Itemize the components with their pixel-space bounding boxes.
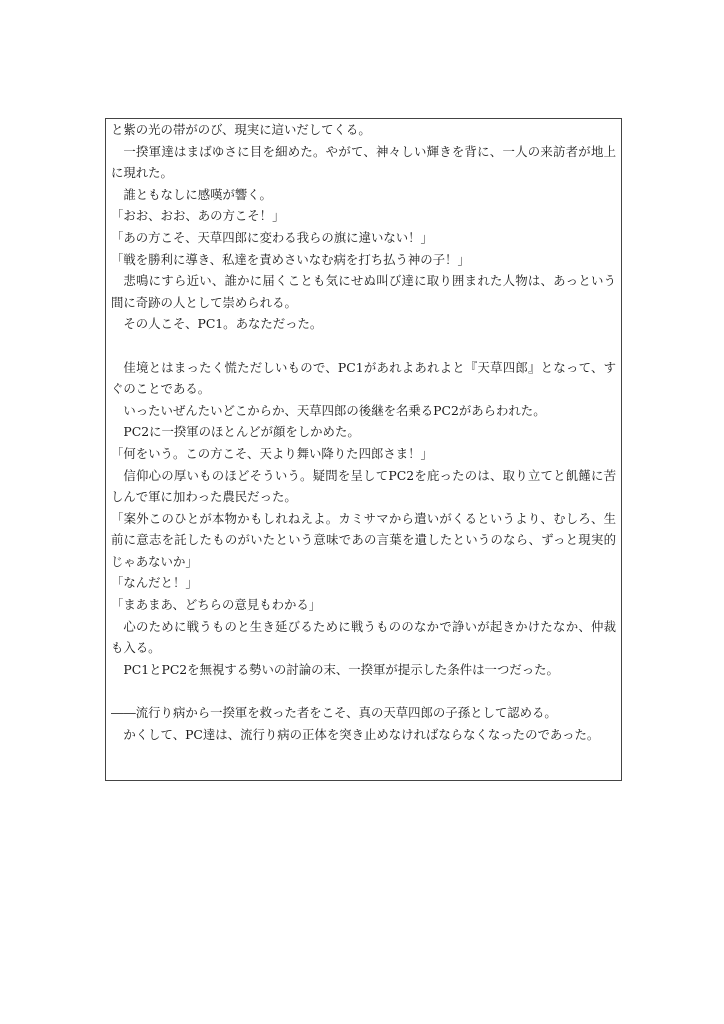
- dialogue-line: 「おお、おお、あの方こそ！」: [111, 208, 285, 224]
- dialogue-line: 「あの方こそ、天草四郎に変わる我らの旗に違いない！」: [111, 229, 433, 245]
- paragraph: PC2に一揆軍のほとんどが顔をしかめた。: [123, 424, 360, 440]
- paragraph: 一揆軍達はまばゆさに目を細めた。やがて、神々しい輝きを背に、一人の来訪者が地上に現れた。: [111, 143, 616, 181]
- dialogue-line: 「なんだと！」: [111, 575, 198, 591]
- paragraph: その人こそ、PC1。あなただった。: [123, 316, 323, 332]
- dialogue-line: 「戦を勝利に導き、私達を責めさいなむ病を打ち払う神の子！」: [111, 251, 470, 267]
- paragraph: PC1とPC2を無視する勢いの討論の末、一揆軍が提示した条件は一つだった。: [123, 661, 559, 677]
- blank-line: [111, 335, 616, 357]
- dialogue-line: 「案外このひとが本物かもしれねえよ。カミサマから遣いがくるというより、むしろ、生前に意志を託したものがいたという意味であの言葉を遺したというのなら、ずっと現実的じゃあないか」: [111, 510, 616, 569]
- paragraph: 誰ともなしに感嘆が響く。: [123, 186, 272, 202]
- text-frame: [105, 118, 622, 781]
- body-text: [111, 119, 616, 745]
- dialogue-line: 「まあまあ、どちらの意見もわかる」: [111, 597, 322, 613]
- paragraph: 心のために戦うものと生き延びるために戦うもののなかで諍いが起きかけたなか、仲裁も入る。: [111, 618, 616, 656]
- dialogue-line: 「何をいう。この方こそ、天より舞い降りた四郎さま！」: [111, 445, 433, 461]
- blank-line: [111, 680, 616, 702]
- paragraph: 佳境とはまったく慌ただしいもので、PC1があれよあれよと『天草四郎』となって、すぐのことである。: [111, 359, 616, 397]
- paragraph: いったいぜんたいどこからか、天草四郎の後継を名乗るPC2があらわれた。: [123, 402, 546, 418]
- paragraph: 悲鳴にすら近い、誰かに届くことも気にせぬ叫び達に取り囲まれた人物は、あっという間に奇跡の人として崇められる。: [111, 273, 616, 310]
- paragraph: かくして、PC達は、流行り病の正体を突き止めなければならなくなったのであった。: [123, 726, 600, 742]
- paragraph: ――流行り病から一揆軍を救った者をこそ、真の天草四郎の子孫として認める。: [111, 705, 557, 721]
- paragraph: と紫の光の帯がのび、現実に這いだしてくる。: [111, 122, 371, 137]
- paragraph: 信仰心の厚いものほどそういう。疑問を呈してPC2を庇ったのは、取り立てと飢饉に苦しんで軍に加わった農民だった。: [111, 467, 616, 505]
